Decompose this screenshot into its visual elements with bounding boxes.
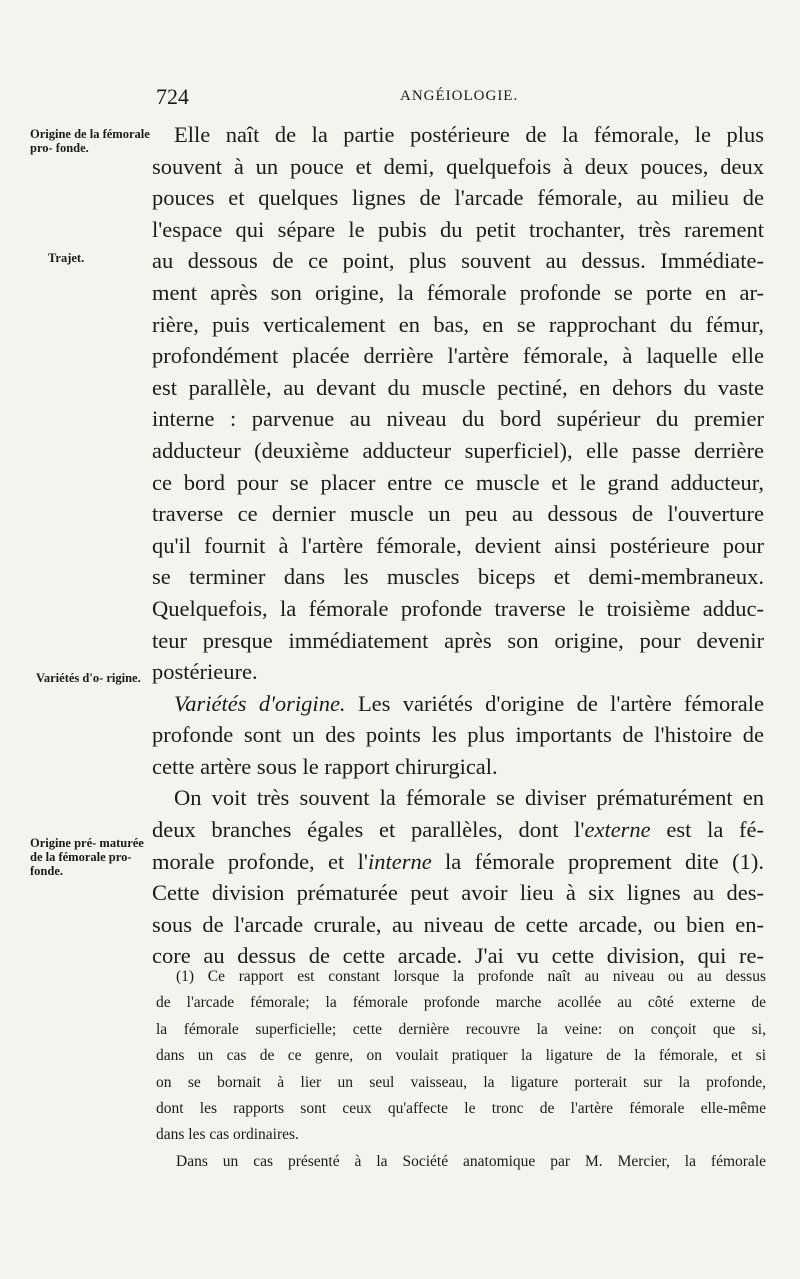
footnote-line: dans les cas ordinaires.	[156, 1126, 299, 1144]
text-fragment: la fémorale proprement dite (1).	[431, 848, 764, 874]
text-line-externe	[152, 814, 764, 846]
footnote-line: Dans un cas présenté à la Société anatomique par M. Mercier, la fémorale	[176, 1152, 766, 1170]
margin-note-origine: Origine de la fémorale pro- fonde.	[30, 127, 150, 155]
text-line: souvent à un pouce et demi, quelquefois à deux pouces, deux	[152, 153, 764, 179]
running-title: ANGÉIOLOGIE.	[400, 88, 519, 104]
text-line: Quelquefois, la fémorale profonde traverse le troisième adduc-	[152, 595, 764, 621]
text-line: teur presque immédiatement après son origine, pour devenir	[152, 627, 764, 653]
text-line: cette artère sous le rapport chirurgical.	[152, 753, 498, 779]
text-line: est parallèle, au devant du muscle pectiné, en dehors du vaste	[152, 374, 764, 400]
margin-note-origine-prematuree: Origine pré- maturée de la fémorale pro- fonde.	[30, 836, 144, 878]
margin-note-trajet: Trajet.	[48, 251, 85, 265]
text-fragment: deux branches égales et parallèles, dont l'	[152, 817, 585, 843]
margin-notes	[0, 0, 160, 1279]
text-fragment: Les variétés d'origine de l'artère fémorale	[345, 690, 764, 716]
footnote-line: dans un cas de ce genre, on voulait pratiquer la ligature de la fémorale, et si	[156, 1047, 766, 1065]
text-line: sous de l'arcade crurale, au niveau de cette arcade, ou bien en-	[152, 911, 764, 937]
text-line: adducteur (deuxième adducteur superficiel), elle passe derrière	[152, 437, 764, 463]
text-line-varietes	[152, 688, 764, 720]
text-line: postérieure.	[152, 659, 258, 685]
emphasis-externe: externe	[584, 817, 651, 843]
text-line: au dessous de ce point, plus souvent au dessus. Immédiate-	[152, 248, 764, 274]
main-text	[152, 119, 764, 972]
text-line: profonde sont un des points les plus importants de l'histoire de	[152, 722, 764, 748]
text-line: On voit très souvent la fémorale se diviser prématurément en	[174, 785, 764, 811]
text-line: ment après son origine, la fémorale profonde se porte en ar-	[152, 279, 764, 305]
text-fragment: morale profonde, et l'	[152, 848, 368, 874]
text-line: pouces et quelques lignes de l'arcade fémorale, au milieu de	[152, 185, 764, 211]
text-line: se terminer dans les muscles biceps et demi-membraneux.	[152, 564, 764, 590]
footnote-line: dont les rapports sont ceux qu'affecte le tronc de l'artère fémorale elle-même	[156, 1099, 766, 1117]
text-line: core au dessus de cette arcade. J'ai vu cette division, qui re-	[152, 943, 764, 969]
footnote-line: la fémorale superficielle; cette dernière recouvre la veine: on conçoit que si,	[156, 1020, 766, 1038]
page-number: 724	[156, 84, 189, 109]
text-line: Cette division prématurée peut avoir lieu à six lignes au des-	[152, 880, 764, 906]
text-line: interne : parvenue au niveau du bord supérieur du premier	[152, 406, 764, 432]
text-fragment: est la fé-	[650, 817, 764, 843]
footnote-line: on se bornait à lier un seul vaisseau, la ligature porterait sur la profonde,	[156, 1073, 766, 1091]
text-line: l'espace qui sépare le pubis du petit trochanter, très rarement	[152, 216, 764, 242]
text-line: qu'il fournit à l'artère fémorale, devient ainsi postérieure pour	[152, 532, 764, 558]
text-line: rière, puis verticalement en bas, en se rapprochant du fémur,	[152, 311, 764, 337]
footnote-line: de l'arcade fémorale; la fémorale profonde marche acollée au côté externe de	[156, 994, 766, 1012]
text-line: profondément placée derrière l'artère fémorale, à laquelle elle	[152, 343, 764, 369]
text-line: Elle naît de la partie postérieure de la fémorale, le plus	[174, 122, 764, 147]
text-line: traverse ce dernier muscle un peu au dessous de l'ouverture	[152, 501, 764, 527]
footnote	[156, 964, 766, 1175]
text-line-interne	[152, 846, 764, 878]
text-line: ce bord pour se placer entre ce muscle et le grand adducteur,	[152, 469, 764, 495]
section-heading-varietes: Variétés d'origine.	[174, 690, 346, 716]
emphasis-interne: interne	[367, 848, 432, 874]
footnote-line: (1) Ce rapport est constant lorsque la profonde naît au niveau ou au dessus	[176, 968, 766, 985]
margin-note-varietes: Variétés d'o- rigine.	[36, 671, 141, 685]
